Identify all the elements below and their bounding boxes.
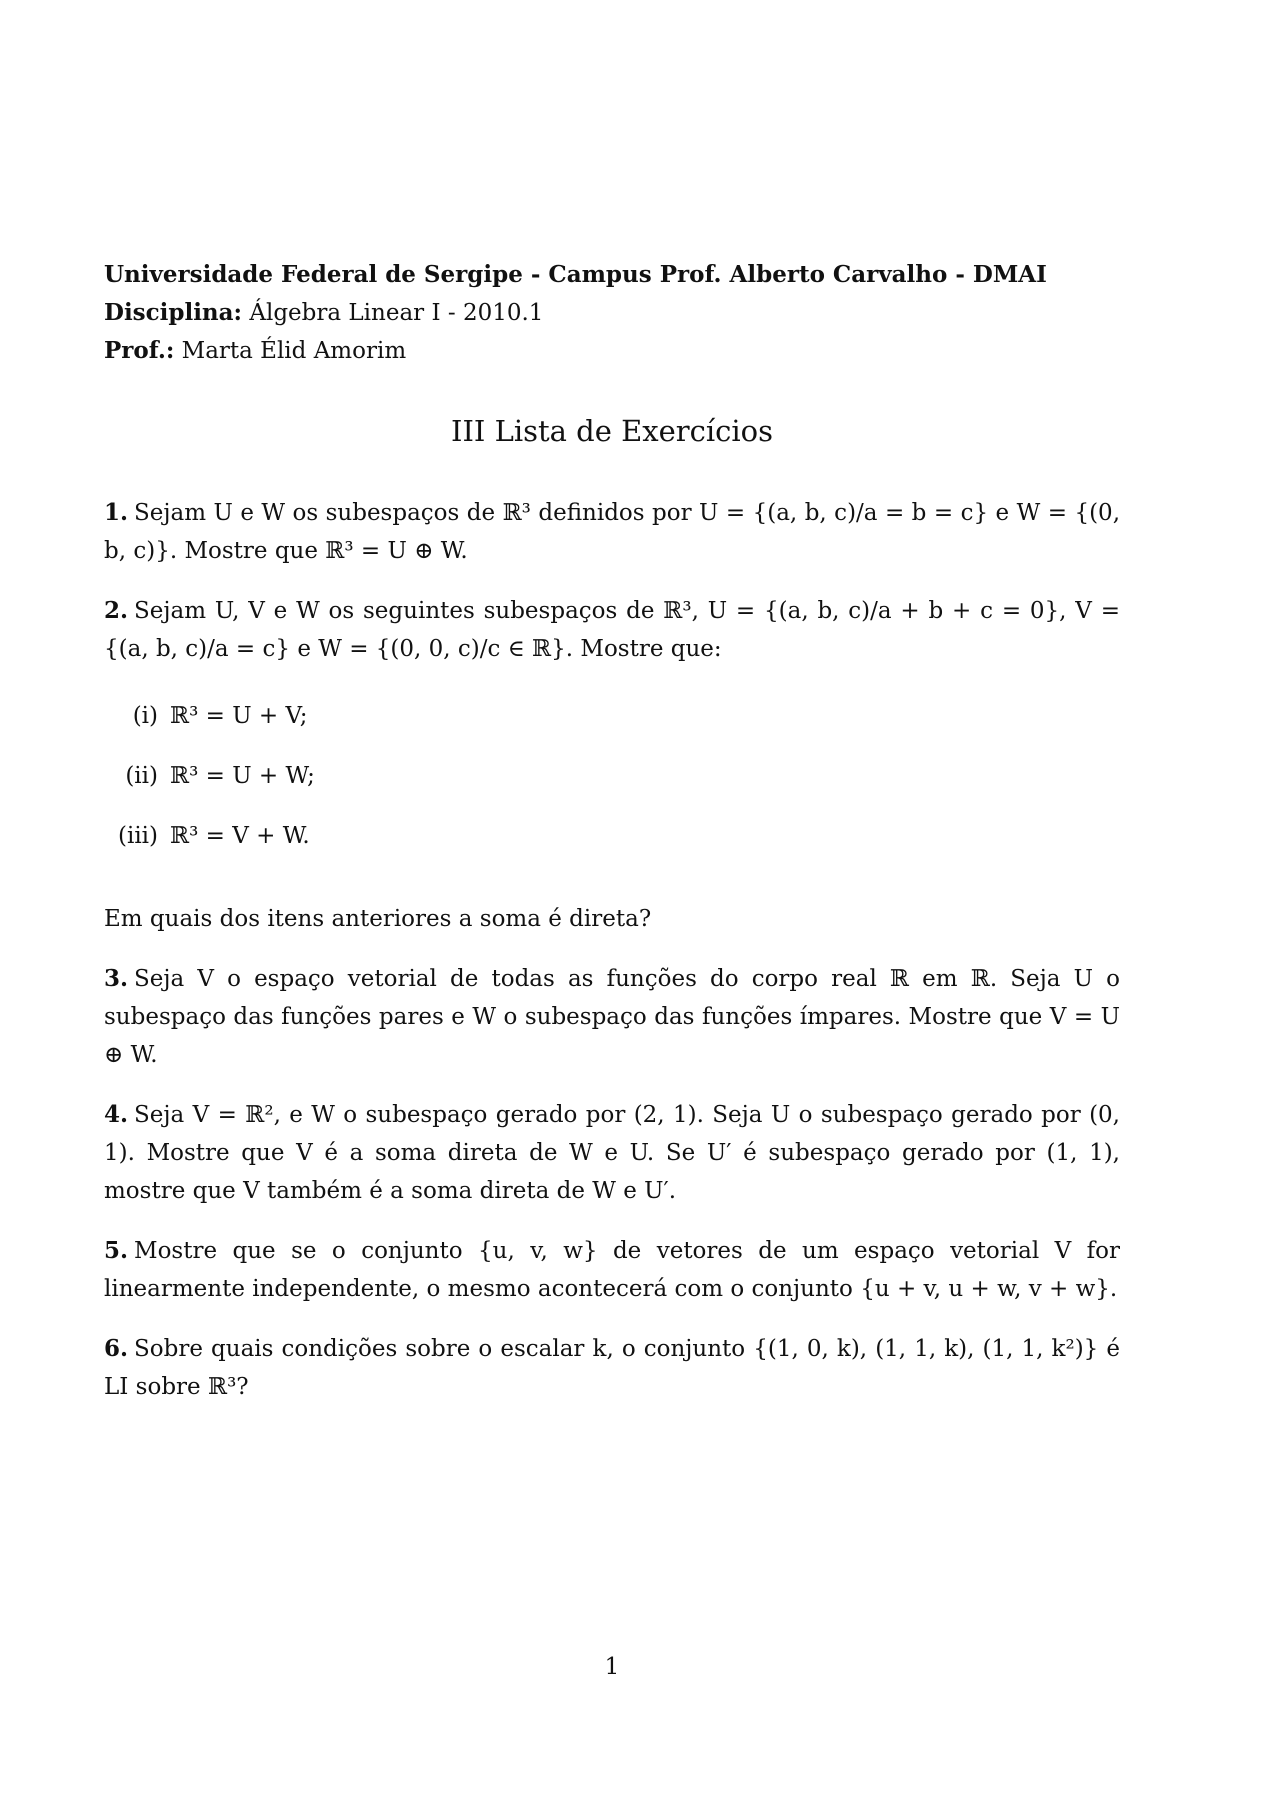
exercise-2	[104, 592, 1120, 668]
institution-line: Universidade Federal de Sergipe - Campus Prof. Alberto Carvalho - DMAI	[104, 261, 1047, 288]
exercise-text: Seja V o espaço vetorial de todas as funções do corpo real ℝ em ℝ. Seja U o subespaço das funções pares e W o subespaço das funções ímpares. Mostre que V = U ⊕ W.	[104, 966, 1120, 1068]
exercise-3	[104, 960, 1120, 1074]
page-number: 1	[604, 1654, 620, 1680]
exercise-1	[104, 494, 1120, 570]
exercise-number: 1.	[104, 499, 129, 526]
exercise-text: Sobre quais condições sobre o escalar k, o conjunto {(1, 0, k), (1, 1, k), (1, 1, k²)} é LI sobre ℝ³?	[104, 1336, 1120, 1400]
exercise-2-items	[104, 686, 1120, 866]
document-header	[104, 256, 1120, 370]
exercise-4	[104, 1096, 1120, 1210]
item-text: ℝ³ = U + W;	[170, 763, 315, 789]
professor-value: Marta Élid Amorim	[181, 338, 407, 364]
exercise-5	[104, 1232, 1120, 1308]
exercise-6	[104, 1330, 1120, 1406]
exercise-number: 4.	[104, 1101, 129, 1128]
exercise-text: Sejam U, V e W os seguintes subespaços de ℝ³, U = {(a, b, c)/a + b + c = 0}, V = {(a, b, c)/a = c} e W = {(0, 0, c)/c ∈ ℝ}. Mostre que:	[104, 598, 1120, 662]
item-label: (ii)	[125, 763, 158, 789]
exercise-number: 5.	[104, 1237, 129, 1264]
item-text: ℝ³ = V + W.	[170, 823, 310, 849]
list-item	[104, 806, 1120, 866]
exercise-list	[104, 494, 1120, 1428]
discipline-line	[104, 294, 1120, 332]
exercise-text: Mostre que se o conjunto {u, v, w} de vetores de um espaço vetorial V for linearmente independente, o mesmo acontecerá com o conjunto {u + v, u + w, v + w}.	[104, 1238, 1120, 1302]
professor-label: Prof.:	[104, 337, 175, 364]
exercise-number: 2.	[104, 597, 129, 624]
document-page	[104, 0, 1120, 1811]
exercise-text: Sejam U e W os subespaços de ℝ³ definidos por U = {(a, b, c)/a = b = c} e W = {(0, b, c)}. Mostre que ℝ³ = U ⊕ W.	[104, 500, 1120, 564]
list-item	[104, 686, 1120, 746]
discipline-value: Álgebra Linear I - 2010.1	[249, 300, 544, 326]
professor-line	[104, 332, 1120, 370]
item-text: ℝ³ = U + V;	[170, 703, 308, 729]
exercise-text: Seja V = ℝ², e W o subespaço gerado por (2, 1). Seja U o subespaço gerado por (0, 1). Mostre que V é a soma direta de W e U. Se U′ é subespaço gerado por (1, 1), mostre que V também é a soma direta de W e U′.	[104, 1102, 1120, 1204]
exercise-number: 6.	[104, 1335, 129, 1362]
list-item	[104, 746, 1120, 806]
exercise-2-followup: Em quais dos itens anteriores a soma é direta?	[104, 906, 652, 932]
exercise-number: 3.	[104, 965, 129, 992]
item-label: (i)	[132, 703, 158, 729]
page-title: III Lista de Exercícios	[450, 414, 774, 448]
discipline-label: Disciplina:	[104, 299, 243, 326]
item-label: (iii)	[117, 823, 158, 849]
